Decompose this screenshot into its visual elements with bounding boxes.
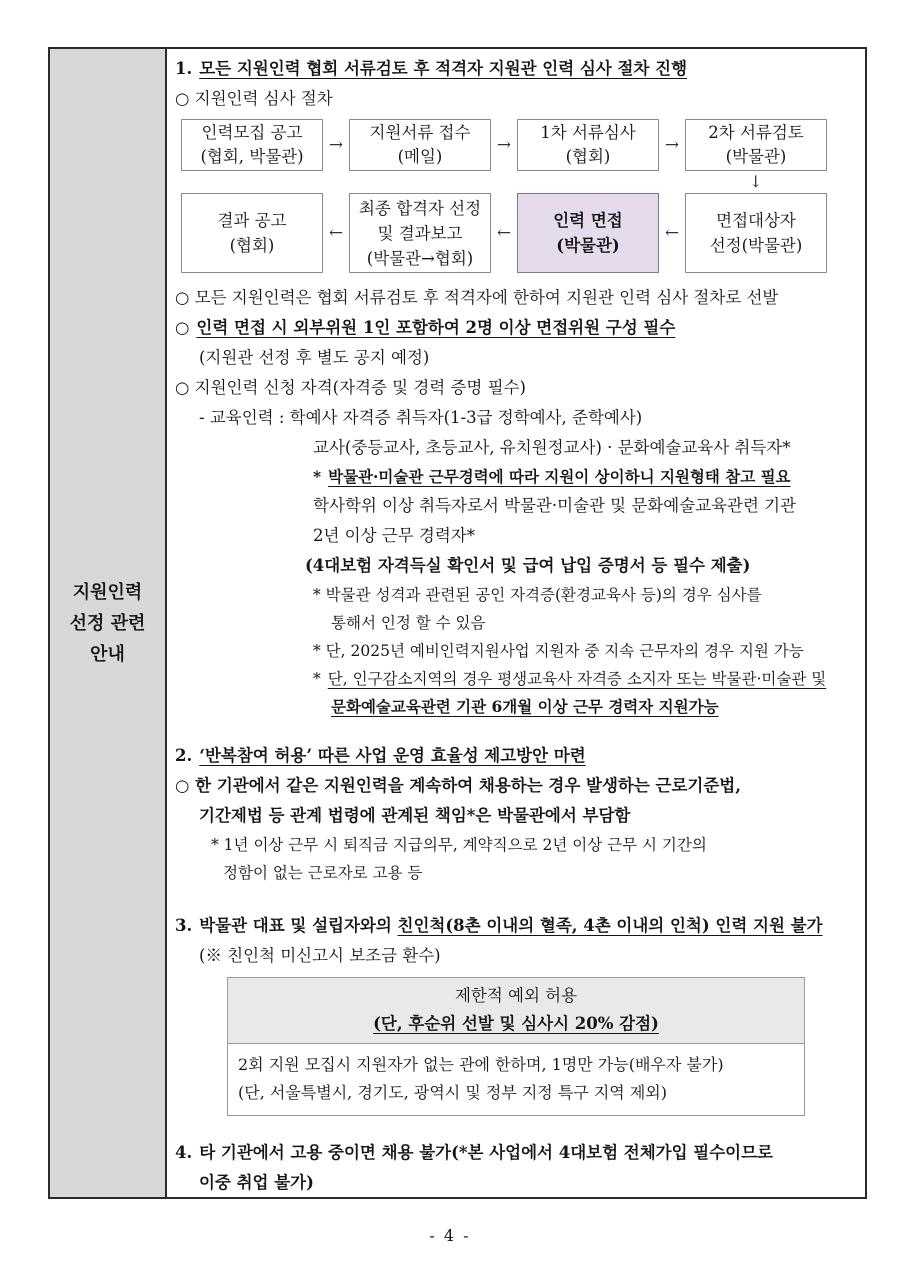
- flow-step-sublabel: (협회): [565, 147, 611, 166]
- exception-body-line-2: (단, 서울특별시, 경기도, 광역시 및 정부 지정 특구 지역 제외): [238, 1083, 668, 1102]
- note-severance-1: * 1년 이상 근무 시 퇴직금 지급의무, 계약직으로 2년 이상 근무 시 기간의: [211, 836, 707, 854]
- section2-title-text: ‘반복참여 허용’ 따른 사업 운영 효율성 제고방안 마련: [199, 746, 586, 765]
- note-population-decline-text-2: 문화예술교육관련 기관 6개월 이상 근무 경력자 지원가능: [331, 697, 719, 716]
- row-header-line: 안내: [90, 643, 125, 665]
- arrow-left-icon: ←: [496, 223, 512, 243]
- bullet-application-qualification: ○ 지원인력 신청 자격(자격증 및 경력 증명 필수): [175, 378, 526, 397]
- detail-insurance-docs: (4대보험 자격득실 확인서 및 급여 납입 증명서 등 필수 제출): [305, 556, 751, 575]
- flow-step-label: 및 결과보고: [377, 223, 463, 243]
- bullet-marker: ○: [175, 318, 190, 337]
- note-certificates-2: 통해서 인정 할 수 있음: [331, 614, 486, 632]
- section3-title-prefix: 박물관 대표 및 설립자와의: [199, 916, 392, 935]
- row-header-line: 선정 관련: [69, 612, 146, 634]
- note-population-decline-2: [175, 693, 857, 721]
- page-number: - 4 -: [429, 1226, 471, 1245]
- section1-title-text: 모든 지원인력 협회 서류검토 후 적격자 지원관 인력 심사 절차 진행: [199, 59, 688, 78]
- flow-step-sublabel: (박물관→협회): [366, 248, 474, 268]
- note-2025-program: * 단, 2025년 예비인력지원사업 지원자 중 지속 근무자의 경우 지원 가능: [313, 642, 804, 660]
- flow-step-label: 면접대상자: [716, 211, 796, 230]
- bullet-screening-procedure: ○ 지원인력 심사 절차: [175, 89, 333, 108]
- exception-body-line-1: 2회 지원 모집시 지원자가 없는 관에 한하며, 1명만 가능(배우자 불가): [238, 1055, 724, 1074]
- detail-bachelor-2: 2년 이상 근무 경력자*: [313, 526, 475, 545]
- asterisk-marker: *: [313, 670, 321, 688]
- note-certificates-1: * 박물관 성격과 관련된 공인 자격증(환경교육사 등)의 경우 심사를: [313, 586, 762, 604]
- flow-step-label: 1차 서류심사: [540, 123, 636, 142]
- detail-bachelor-1: 학사학위 이상 취득자로서 박물관·미술관 및 문화예술교육관련 기관: [313, 496, 797, 515]
- bullet-continuous-employment-1: ○ 한 기관에서 같은 지원인력을 계속하여 채용하는 경우 발생하는 근로기준법,: [175, 776, 741, 795]
- arrow-right-icon: →: [664, 135, 680, 155]
- flow-step-recruit-notice: [181, 119, 323, 171]
- flow-step-sublabel: (박물관): [556, 236, 620, 255]
- section4-line-2: 이중 취업 불가): [199, 1173, 314, 1192]
- arrow-right-icon: →: [328, 135, 344, 155]
- flow-step-sublabel: (메일): [397, 147, 443, 166]
- note-subsidy-return: (※ 친인척 미신고시 보조금 환수): [199, 946, 441, 965]
- note-separate-notice: (지원관 선정 후 별도 공지 예정): [199, 348, 430, 367]
- flow-step-interviewee-selection: [685, 193, 827, 273]
- exception-header-line-1: 제한적 예외 허용: [454, 986, 578, 1005]
- row-header-line: 지원인력: [72, 581, 143, 603]
- exception-box-header: [228, 978, 804, 1044]
- note-work-experience-text: 박물관·미술관 근무경력에 따라 지원이 상이하니 지원형태 참고 필요: [328, 467, 791, 486]
- flow-step-sublabel: (협회): [229, 236, 275, 255]
- spacer: [175, 1116, 857, 1138]
- exception-box: [227, 977, 805, 1116]
- note-population-decline-1: [175, 665, 857, 693]
- section4-title: [175, 1138, 857, 1168]
- guidance-table: [48, 47, 867, 1199]
- section2-title: [175, 741, 857, 771]
- exception-box-body: [228, 1044, 804, 1115]
- screening-flowchart: [175, 119, 857, 273]
- flow-step-document-receipt: [349, 119, 491, 171]
- flow-step-second-review: [685, 119, 827, 171]
- section1-title: [175, 54, 857, 84]
- spacer: [175, 721, 857, 741]
- bullet-continuous-employment-2: 기간제법 등 관계 법령에 관계된 책임*은 박물관에서 부담함: [199, 806, 631, 825]
- spacer: [175, 887, 857, 911]
- arrow-left-icon: ←: [664, 223, 680, 243]
- section2-number: 2.: [175, 746, 193, 765]
- section1-number: 1.: [175, 59, 193, 78]
- section4-line-1: 타 기관에서 고용 중이면 채용 불가(*본 사업에서 4대보험 전체가입 필수이므로: [199, 1143, 773, 1162]
- flow-step-interview-highlighted: [517, 193, 659, 273]
- section3-number: 3.: [175, 916, 193, 935]
- flowchart-row-1: [181, 119, 857, 171]
- note-severance-2: 정함이 없는 근로자로 고용 등: [223, 864, 423, 882]
- section3-title: [175, 911, 857, 941]
- exception-header-underlined: (단, 후순위 선발 및 심사시 20% 감점): [373, 1014, 659, 1033]
- note-work-experience: [175, 463, 857, 491]
- dash-education-personnel: - 교육인력 : 학예사 자격증 취득자(1-3급 정학예사, 준학예사): [199, 408, 643, 427]
- flowchart-connector: [175, 171, 857, 193]
- exception-header-line-2: [228, 1010, 804, 1038]
- arrow-left-icon: ←: [328, 223, 344, 243]
- bullet-interview-committee: [175, 313, 857, 343]
- bullet-interview-text: 인력 면접 시 외부위원 1인 포함하여 2명 이상 면접위원 구성 필수: [196, 318, 676, 337]
- flow-step-label: 인력 면접: [553, 211, 623, 230]
- flow-step-label: 결과 공고: [217, 211, 287, 230]
- detail-teacher: 교사(중등교사, 초등교사, 유치원정교사) · 문화예술교육사 취득자*: [313, 438, 791, 457]
- flow-step-label: 지원서류 접수: [369, 123, 471, 142]
- content-cell: [167, 49, 865, 1197]
- flow-step-final-selection: [349, 193, 491, 273]
- flow-step-sublabel: (박물관): [725, 147, 787, 166]
- flow-step-result-notice: [181, 193, 323, 273]
- bullet-all-applicants: ○ 모든 지원인력은 협회 서류검토 후 적격자에 한하여 지원관 인력 심사 절차로 선발: [175, 288, 779, 307]
- section3-title-underlined: 친인척(8촌 이내의 혈족, 4촌 이내의 인척) 인력 지원 불가: [397, 916, 823, 935]
- flow-step-sublabel: 선정(박물관): [709, 236, 803, 255]
- flow-step-label: 최종 합격자 선정: [358, 198, 482, 218]
- flowchart-row-2: [181, 193, 857, 273]
- note-population-decline-text: 단, 인구감소지역의 경우 평생교육사 자격증 소지자 또는 박물관·미술관 및: [327, 670, 827, 688]
- flow-step-sublabel: (협회, 박물관): [200, 147, 304, 166]
- flow-step-label: 2차 서류검토: [708, 123, 804, 142]
- arrow-down-icon: ↓: [749, 172, 763, 191]
- section4-number: 4.: [175, 1143, 193, 1162]
- flow-step-label: 인력모집 공고: [201, 123, 303, 142]
- arrow-right-icon: →: [496, 135, 512, 155]
- asterisk-marker: *: [313, 467, 322, 486]
- row-header-cell: [50, 49, 167, 1197]
- flow-step-first-review: [517, 119, 659, 171]
